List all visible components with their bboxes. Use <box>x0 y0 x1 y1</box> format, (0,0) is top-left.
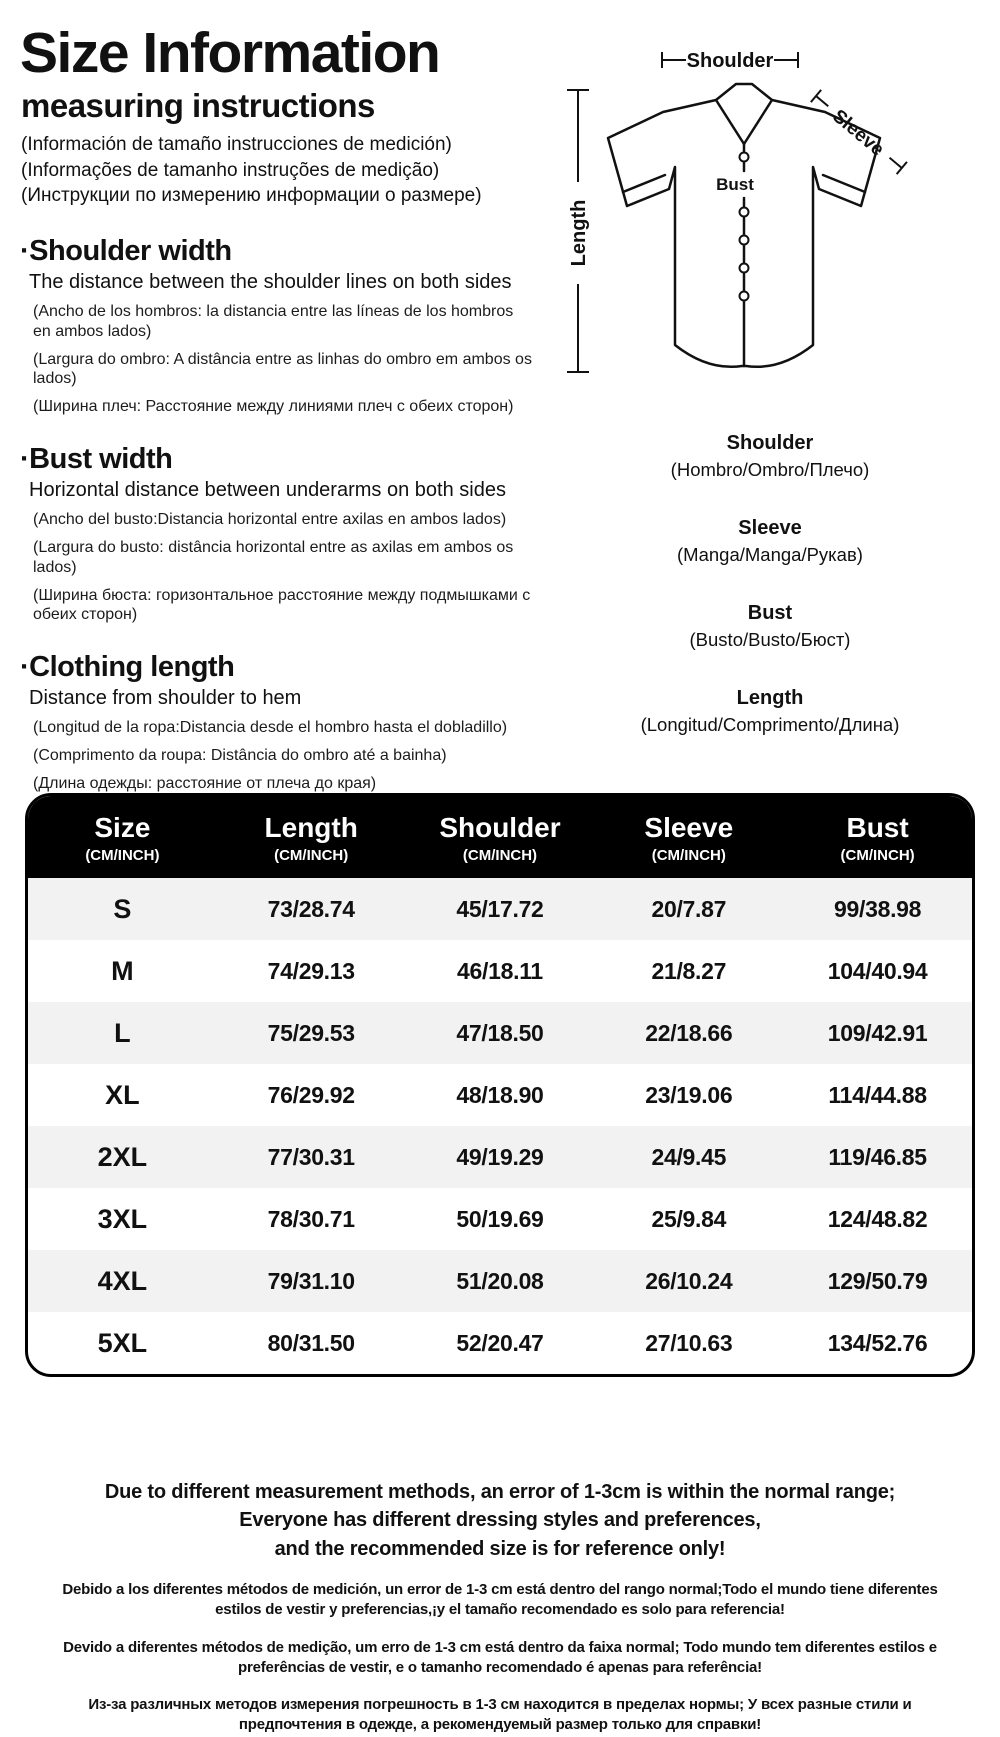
sleeve-cell: 24/9.45 <box>651 1143 727 1170</box>
legend-sleeve <box>560 517 980 566</box>
legend-shoulder <box>560 432 980 481</box>
shoulder-cell: 47/18.50 <box>456 1019 544 1046</box>
section-translation-pt: (Largura do ombro: A distância entre as linhas do ombro em ambos os lados) <box>33 350 532 388</box>
section-translation-pt: (Largura do busto: distância horizontal entre as axilas em ambos os lados) <box>33 538 514 576</box>
table-row <box>28 940 972 1002</box>
section-title <box>20 443 548 476</box>
length-cell: 80/31.50 <box>267 1329 355 1356</box>
section-bust-width <box>20 443 548 625</box>
header-unit: (CM/INCH) <box>274 847 349 865</box>
section-title <box>20 651 548 684</box>
sleeve-cell: 25/9.84 <box>651 1205 727 1232</box>
size-cell: S <box>113 893 132 924</box>
shoulder-cell: 50/19.69 <box>456 1205 544 1232</box>
shirt-diagram-icon <box>548 22 1000 414</box>
length-annotation-label: Length <box>568 199 590 267</box>
header-length <box>217 813 406 864</box>
section-translation-es: (Ancho de los hombros: la distancia entre las líneas de los hombros en ambos lados) <box>33 302 514 340</box>
bust-cell: 114/44.88 <box>828 1081 927 1108</box>
legend-translations: (Manga/Manga/Рукав) <box>677 544 863 565</box>
shirt-measurement-diagram <box>548 22 1000 419</box>
page-subtitle: measuring instructions <box>21 86 375 124</box>
sleeve-cell: 27/10.63 <box>645 1329 733 1356</box>
legend-length <box>560 687 980 736</box>
header-shoulder <box>406 813 595 864</box>
size-cell: XL <box>105 1079 140 1110</box>
section-title-text: Shoulder width <box>29 234 232 267</box>
shoulder-cell: 52/20.47 <box>456 1329 544 1356</box>
header-sleeve <box>594 813 783 864</box>
bust-annotation-label: Bust <box>716 175 754 194</box>
subtitle-translation-pt: (Informações de tamanho instruções de medição) <box>21 159 440 181</box>
bust-cell: 124/48.82 <box>827 1205 928 1232</box>
disclaimer-en <box>0 1478 1000 1563</box>
header-label: Size <box>94 812 151 843</box>
header-unit: (CM/INCH) <box>85 847 160 865</box>
sleeve-cell: 22/18.66 <box>645 1019 733 1046</box>
bust-cell: 119/46.85 <box>828 1143 927 1170</box>
table-row <box>28 1002 972 1064</box>
shoulder-annotation-label: Shoulder <box>686 50 774 72</box>
header-unit: (CM/INCH) <box>840 847 915 865</box>
length-cell: 75/29.53 <box>267 1019 355 1046</box>
disclaimer <box>0 1478 1000 1736</box>
size-cell: 3XL <box>97 1203 148 1234</box>
header-label: Length <box>264 812 358 843</box>
header-bust <box>783 813 972 864</box>
section-shoulder-width <box>20 235 548 417</box>
disclaimer-en-line: Everyone has different dressing styles and preferences, <box>239 1509 761 1532</box>
length-cell: 79/31.10 <box>267 1267 355 1294</box>
bullet: · <box>20 443 30 476</box>
bust-cell: 99/38.98 <box>834 895 922 922</box>
bust-cell: 109/42.91 <box>827 1019 928 1046</box>
section-clothing-length <box>20 651 548 793</box>
length-cell: 74/29.13 <box>267 957 355 984</box>
table-row <box>28 1312 972 1374</box>
section-translation-ru: (Длина одежды: расстояние от плеча до края) <box>33 774 377 792</box>
header-unit: (CM/INCH) <box>651 847 726 865</box>
size-table-body <box>28 878 972 1374</box>
size-table <box>25 793 975 1377</box>
size-cell: L <box>114 1017 131 1048</box>
header-label: Sleeve <box>644 812 734 843</box>
disclaimer-en-line: Due to different measurement methods, an error of 1-3cm is within the normal range; <box>104 1481 896 1503</box>
section-translation-es: (Ancho del busto:Distancia horizontal entre axilas en ambos lados) <box>33 511 507 529</box>
length-cell: 76/29.92 <box>267 1081 355 1108</box>
shoulder-cell: 46/18.11 <box>457 957 543 984</box>
bust-cell: 129/50.79 <box>827 1267 928 1294</box>
page-title: Size Information <box>20 21 440 85</box>
table-row <box>28 1188 972 1250</box>
disclaimer-pt: Devido a diferentes métodos de medição, um erro de 1-3 cm está dentro da faixa normal; Todo mundo tem diferentes estilos e preferências de vestir, e o tamanho recomendado é apenas para referência! <box>63 1638 937 1676</box>
shoulder-cell: 48/18.90 <box>456 1081 544 1108</box>
section-description: Horizontal distance between underarms on both sides <box>29 479 506 502</box>
bullet: · <box>20 234 30 267</box>
shoulder-cell: 51/20.08 <box>456 1267 544 1294</box>
section-translation-ru: (Ширина плеч: Расстояние между линиями плеч с обеих сторон) <box>33 398 514 416</box>
sleeve-cell: 23/19.06 <box>645 1081 733 1108</box>
size-table-header <box>28 796 972 878</box>
length-cell: 78/30.71 <box>267 1205 355 1232</box>
legend-translations: (Busto/Busto/Бюст) <box>689 629 851 650</box>
sleeve-annotation-label: Sleeve <box>828 105 888 161</box>
legend-term: Shoulder <box>726 432 814 454</box>
legend-term: Length <box>736 687 804 709</box>
subtitle-translation-ru: (Инструкции по измерению информации о размере) <box>21 185 482 207</box>
legend-bust <box>560 602 980 651</box>
sleeve-cell: 26/10.24 <box>645 1267 733 1294</box>
table-row <box>28 1064 972 1126</box>
section-title-text: Bust width <box>29 443 173 476</box>
bust-cell: 104/40.94 <box>827 957 928 984</box>
table-row <box>28 878 972 940</box>
table-row <box>28 1126 972 1188</box>
section-translation-ru: (Ширина бюста: горизонтальное расстояние между подмышками с обеих сторон) <box>33 586 531 624</box>
instructions-column <box>20 21 548 794</box>
table-row <box>28 1250 972 1312</box>
length-cell: 73/28.74 <box>267 895 355 922</box>
bullet: · <box>20 651 30 684</box>
header-label: Bust <box>846 812 909 843</box>
header-size <box>28 813 217 864</box>
measurement-legend <box>560 432 980 772</box>
size-cell: 2XL <box>97 1141 148 1172</box>
shoulder-cell: 49/19.29 <box>456 1143 544 1170</box>
legend-term: Bust <box>747 602 793 624</box>
length-cell: 77/30.31 <box>267 1143 355 1170</box>
sleeve-cell: 21/8.27 <box>651 957 727 984</box>
disclaimer-ru: Из-за различных методов измерения погрешность в 1-3 см находится в пределах нормы; У всех разные стили и предпочтения в одежде, а рекомендуемый размер только для справки! <box>88 1696 912 1734</box>
subtitle-translation-es: (Información de tamaño instrucciones de medición) <box>21 133 452 155</box>
section-description: Distance from shoulder to hem <box>29 687 302 710</box>
section-title-text: Clothing length <box>29 651 235 684</box>
header-unit: (CM/INCH) <box>462 847 538 865</box>
size-cell: 4XL <box>97 1265 148 1296</box>
size-cell: M <box>111 955 134 986</box>
collar-band <box>716 84 772 100</box>
size-cell: 5XL <box>97 1327 148 1358</box>
legend-translations: (Hombro/Ombro/Плечо) <box>670 459 870 480</box>
section-title <box>20 235 548 268</box>
legend-translations: (Longitud/Comprimento/Длина) <box>640 714 900 735</box>
section-translation-es: (Longitud de la ropa:Distancia desde el hombro hasta el dobladillo) <box>33 719 508 737</box>
bust-cell: 134/52.76 <box>827 1329 928 1356</box>
section-description: The distance between the shoulder lines on both sides <box>29 270 512 293</box>
legend-term: Sleeve <box>738 517 802 539</box>
header-label: Shoulder <box>439 812 561 843</box>
disclaimer-es: Debido a los diferentes métodos de medición, un error de 1-3 cm está dentro del rango normal;Todo el mundo tiene diferentes estilos de vestir y preferencias,¡y el tamaño recomendado es solo para referencia! <box>62 1581 938 1619</box>
section-translation-pt: (Comprimento da roupa: Distância do ombro até a bainha) <box>33 747 447 765</box>
sleeve-cell: 20/7.87 <box>651 895 727 922</box>
shoulder-cell: 45/17.72 <box>456 895 544 922</box>
disclaimer-en-line: and the recommended size is for reference only! <box>274 1537 726 1560</box>
